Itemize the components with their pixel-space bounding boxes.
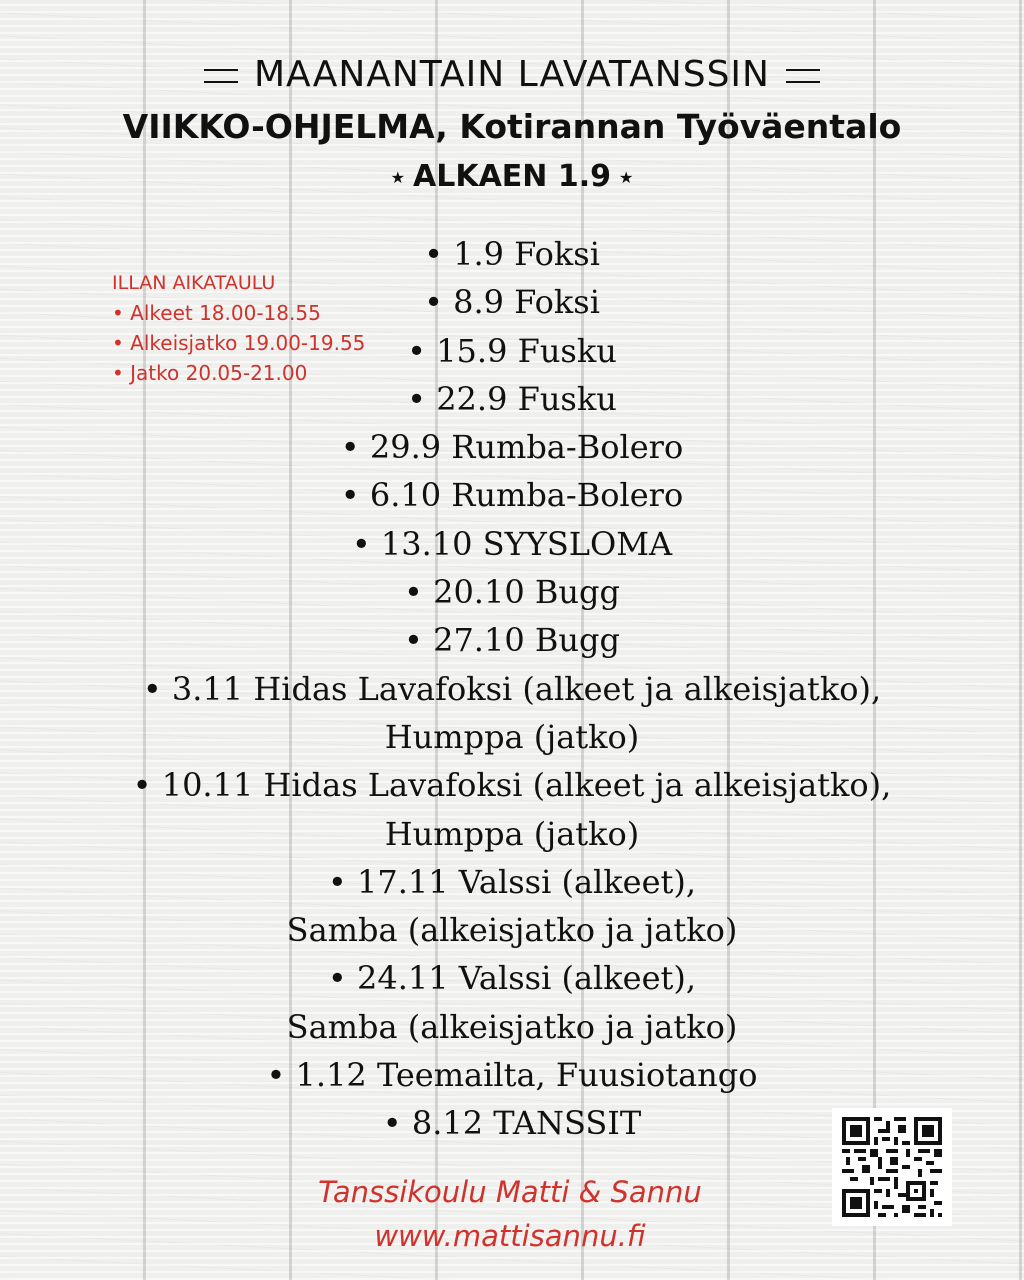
program-line: • 3.11 Hidas Lavafoksi (alkeet ja alkeisjatko), — [142, 669, 882, 708]
start-date-line — [0, 154, 1024, 200]
schedule-item: • Alkeisjatko 19.00-19.55 — [112, 331, 366, 355]
program-line: • 10.11 Hidas Lavafoksi (alkeet ja alkeisjatko), — [132, 766, 892, 805]
program-line: Humppa (jatko) — [384, 814, 640, 853]
subtitle: VIIKKO-OHJELMA, Kotirannan Työväentalo — [122, 107, 902, 146]
program-line: • 1.12 Teemailta, Fuusiotango — [266, 1056, 758, 1095]
start-date-text: ALKAEN 1.9 — [413, 159, 611, 194]
program-list — [0, 230, 1024, 1148]
website-link[interactable]: www.mattisannu.fi — [374, 1219, 646, 1253]
program-line: • 22.9 Fusku — [407, 379, 617, 418]
header — [0, 50, 1024, 200]
title-line-text: MAANANTAIN LAVATANSSIN — [254, 54, 770, 95]
schedule-item: • Alkeet 18.00-18.55 — [112, 301, 321, 325]
footer — [300, 1170, 720, 1258]
program-line: • 15.9 Fusku — [407, 331, 617, 370]
evening-schedule-title: ILLAN AIKATAULU — [112, 272, 276, 294]
program-line: Samba (alkeisjatko ja jatko) — [286, 1007, 738, 1046]
left-dash-decoration — [204, 69, 238, 83]
program-line: Samba (alkeisjatko ja jatko) — [286, 911, 738, 950]
program-line: Humppa (jatko) — [384, 717, 640, 756]
star-icon: ★ — [390, 167, 405, 187]
qr-code-graphic — [842, 1117, 942, 1217]
school-name: Tanssikoulu Matti & Sannu — [318, 1175, 702, 1209]
program-line: • 24.11 Valssi (alkeet), — [327, 959, 697, 998]
program-line: • 13.10 SYYSLOMA — [351, 524, 673, 563]
program-line: • 6.10 Rumba-Bolero — [340, 476, 684, 515]
program-line: • 27.10 Bugg — [404, 621, 620, 660]
program-line: • 20.10 Bugg — [404, 573, 620, 612]
qr-code-icon[interactable] — [832, 1108, 952, 1226]
program-line: • 17.11 Valssi (alkeet), — [327, 862, 697, 901]
program-line: • 29.9 Rumba-Bolero — [340, 428, 684, 467]
program-line: • 1.9 Foksi — [424, 235, 600, 273]
title-line — [0, 50, 1024, 100]
program-line: • 8.12 TANSSIT — [382, 1104, 642, 1143]
schedule-item: • Jatko 20.05-21.00 — [112, 361, 308, 385]
program-line: • 8.9 Foksi — [424, 283, 600, 322]
star-icon: ★ — [619, 167, 634, 187]
right-dash-decoration — [786, 69, 820, 83]
